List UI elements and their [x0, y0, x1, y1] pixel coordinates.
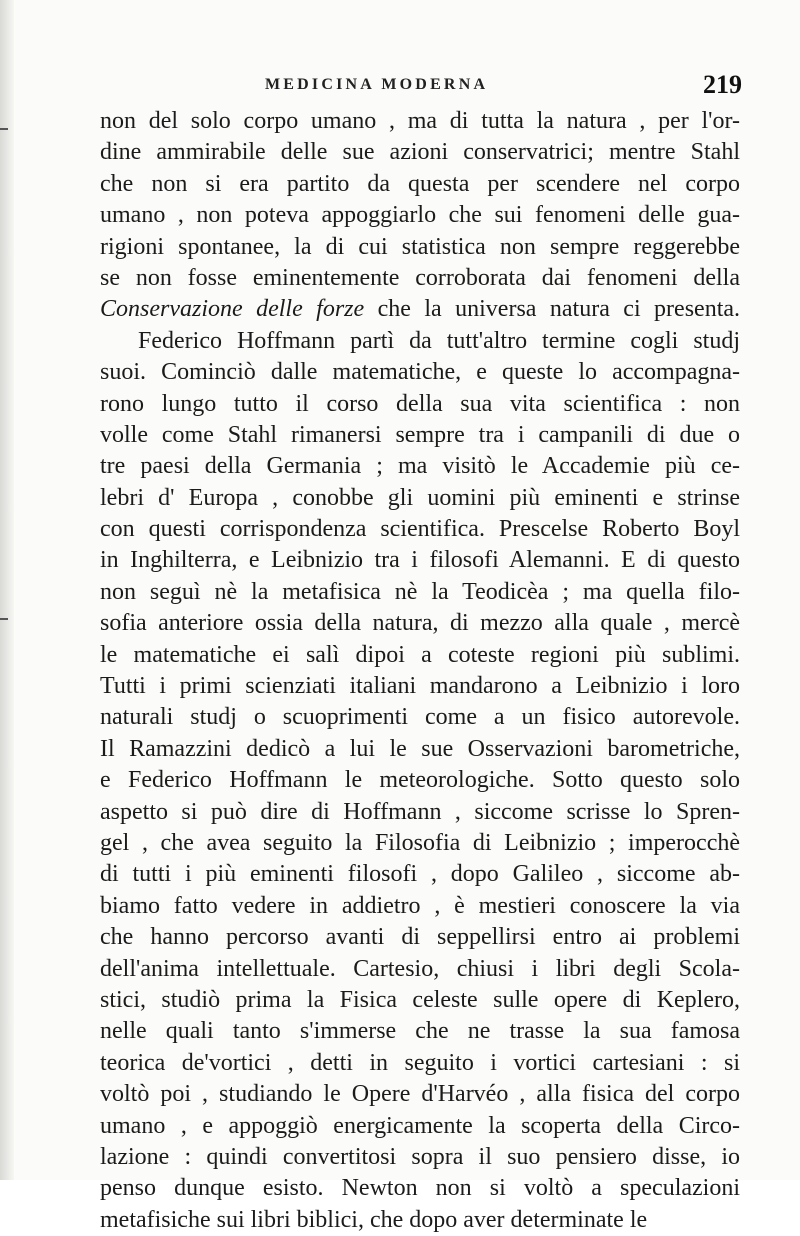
text-line: tre paesi della Germania ; ma visitò le Accademie più ce-	[100, 453, 740, 480]
text-line: rigioni spontanee, la di cui statistica non sempre reggerebbe	[100, 233, 740, 260]
text-line: in Inghilterra, e Leibnizio tra i filosofi Alemanni. E di questo	[100, 547, 740, 574]
italic-phrase: Conservazione delle forze	[100, 296, 365, 323]
text-line: rono lungo tutto il corso della sua vita scientifica : non	[100, 390, 740, 417]
page-gutter-shadow	[0, 0, 14, 1180]
text-line: dine ammirabile delle sue azioni conservatrici; mentre Stahl	[100, 139, 740, 166]
text-line: lazione : quindi convertitosi sopra il suo pensiero disse, io	[100, 1143, 740, 1170]
text-line: e Federico Hoffmann le meteorologiche. Sotto questo solo	[100, 767, 740, 794]
text-line: umano , non poteva appoggiarlo che sui fenomeni delle gua-	[100, 202, 740, 229]
text-line: nelle quali tanto s'immerse che ne trasse la sua famosa	[100, 1018, 740, 1045]
text-line: aspetto si può dire di Hoffmann , siccome scrisse lo Spren-	[100, 798, 740, 825]
text-line: Tutti i primi scienziati italiani mandarono a Leibnizio i loro	[100, 673, 740, 700]
text-line: gel , che avea seguito la Filosofia di Leibnizio ; imperocchè	[100, 829, 740, 856]
text-line: Il Ramazzini dedicò a lui le sue Osservazioni barometriche,	[100, 735, 740, 762]
text-line: dell'anima intellettuale. Cartesio, chiusi i libri degli Scola-	[100, 955, 740, 982]
text-line: di tutti i più eminenti filosofi , dopo Galileo , siccome ab-	[100, 861, 740, 888]
text-line: biamo fatto vedere in addietro , è mestieri conoscere la via	[100, 892, 740, 919]
body-text	[100, 106, 740, 1236]
text-line: che non si era partito da questa per scendere nel corpo	[100, 170, 740, 197]
text-fragment: che la universa natura ci presenta.	[364, 296, 741, 323]
text-line: non seguì nè la metafisica nè la Teodicèa ; ma quella filo-	[100, 578, 740, 605]
text-line: voltò poi , studiando le Opere d'Harvéo , alla fisica del corpo	[100, 1081, 740, 1108]
text-line: che hanno percorso avanti di seppellirsi entro ai problemi	[100, 924, 740, 951]
text-line: le matematiche ei salì dipoi a coteste regioni più sublimi.	[100, 641, 740, 668]
text-line: umano , e appoggiò energicamente la scoperta della Circo-	[100, 1112, 740, 1139]
text-line: penso dunque esisto. Newton non si voltò a speculazioni	[100, 1175, 740, 1202]
margin-mark	[0, 618, 8, 620]
text-line: volle come Stahl rimanersi sempre tra i campanili di due o	[100, 421, 740, 448]
page-header	[100, 70, 750, 104]
margin-mark	[0, 128, 8, 130]
text-line: se non fosse eminentemente corroborata dai fenomeni della	[100, 264, 740, 291]
text-line: sofia anteriore ossia della natura, di mezzo alla quale , mercè	[100, 610, 740, 637]
text-line: lebri d' Europa , conobbe gli uomini più eminenti e strinse	[100, 484, 740, 511]
text-line: naturali studj o scuoprimenti come a un fisico autorevole.	[100, 704, 740, 731]
running-title: MEDICINA MODERNA	[265, 76, 489, 93]
text-line: con questi corrispondenza scientifica. Prescelse Roberto Boyl	[100, 516, 740, 543]
text-line: stici, studiò prima la Fisica celeste sulle opere di Keplero,	[100, 986, 740, 1013]
text-line	[100, 294, 740, 325]
text-line: suoi. Cominciò dalle matematiche, e queste lo accompagna-	[100, 359, 740, 386]
text-line: teorica de'vortici , detti in seguito i vortici cartesiani : si	[100, 1049, 740, 1076]
paragraph-first-line: Federico Hoffmann partì da tutt'altro termine cogli studj	[138, 327, 740, 354]
text-line: metafisiche sui libri biblici, che dopo aver determinate le	[100, 1206, 648, 1233]
page-number: 219	[703, 70, 742, 99]
text-line: non del solo corpo umano , ma di tutta la natura , per l'or-	[100, 108, 740, 134]
